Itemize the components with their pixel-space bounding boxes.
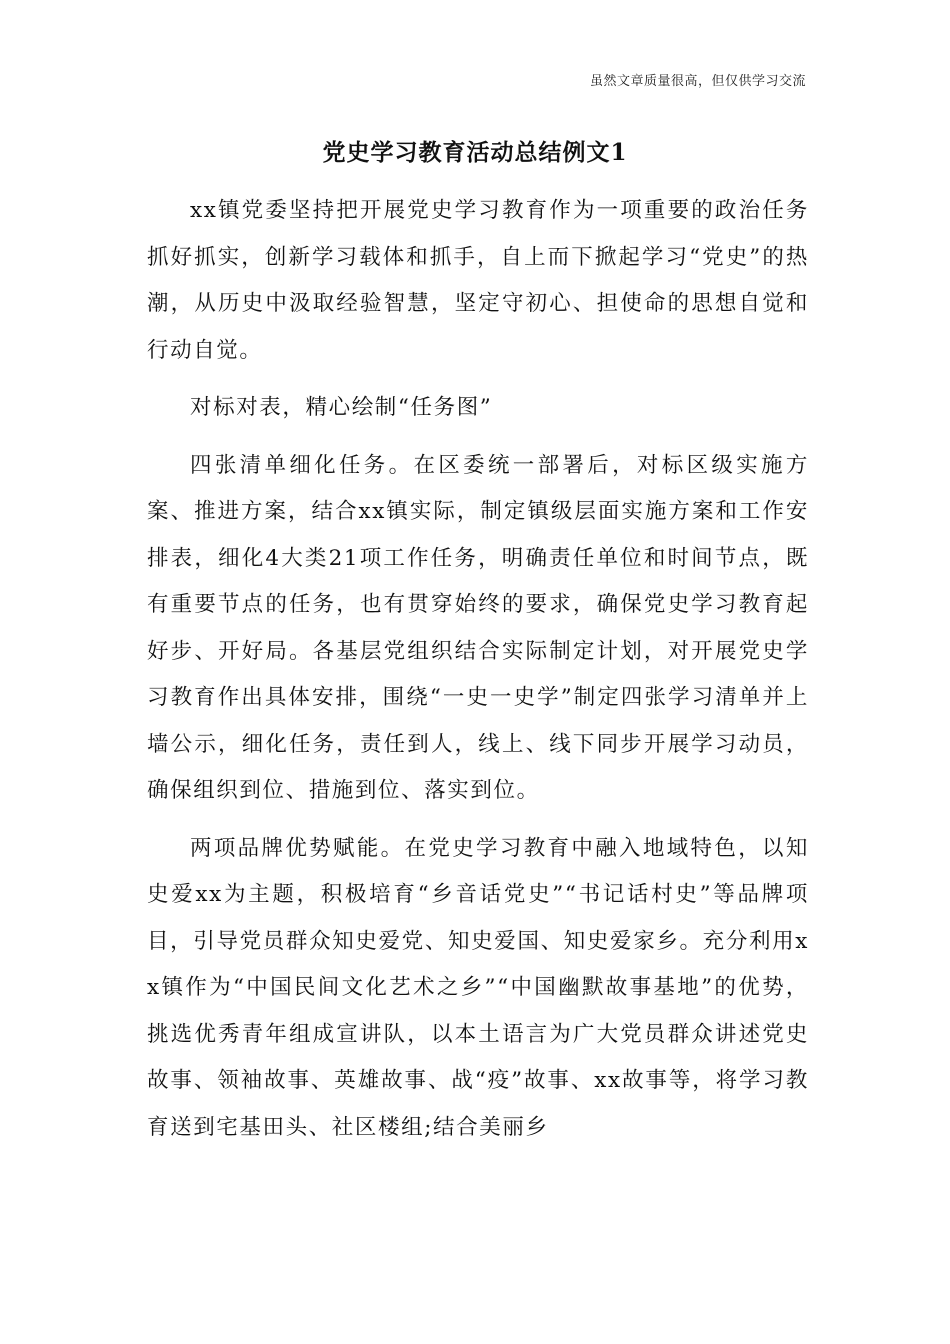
document-title: 党史学习教育活动总结例文1 bbox=[322, 139, 628, 166]
paragraph-intro: xx镇党委坚持把开展党史学习教育作为一项重要的政治任务抓好抓实，创新学习载体和抓手，自上而下掀起学习“党史”的热潮，从历史中汲取经验智慧，坚定守初心、担使命的思想自觉和行动自觉。 bbox=[147, 198, 809, 363]
paragraph-brand-projects: 两项品牌优势赋能。在党史学习教育中融入地域特色，以知史爱xx为主题，积极培育“乡音话党史”“书记话村史”等品牌项目，引导党员群众知史爱党、知史爱国、知史爱家乡。充分利用xx镇作为“中国民间文化艺术之乡”“中国幽默故事基地”的优势，挑选优秀青年组成宣讲队，以本土语言为广大党员群众讲述党史故事、领袖故事、英雄故事、战“疫”故事、xx故事等，将学习教育送到宅基田头、社区楼组;结合美丽乡 bbox=[147, 835, 809, 1140]
header-note: 虽然文章质量很高，但仅供学习交流 bbox=[589, 74, 806, 89]
document-body bbox=[147, 188, 809, 1162]
section-heading: 对标对表，精心绘制“任务图” bbox=[190, 395, 493, 420]
paragraph-task-lists: 四张清单细化任务。在区委统一部署后，对标区级实施方案、推进方案，结合xx镇实际，制定镇级层面实施方案和工作安排表，细化4大类21项工作任务，明确责任单位和时间节点，既有重要节点的任务，也有贯穿始终的要求，确保党史学习教育起好步、开好局。各基层党组织结合实际制定计划，对开展党史学习教育作出具体安排，围绕“一史一史学”制定四张学习清单并上墙公示，细化任务，责任到人，线上、线下同步开展学习动员，确保组织到位、措施到位、落实到位。 bbox=[147, 452, 809, 803]
